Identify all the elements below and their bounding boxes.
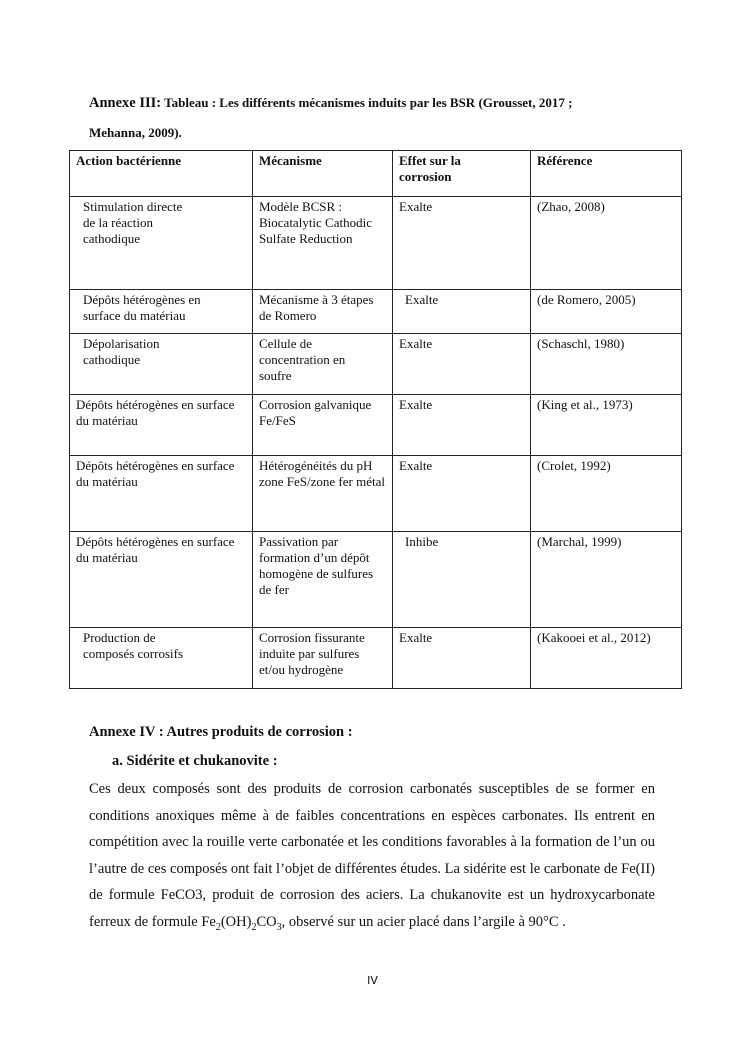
cell-reference: (Schaschl, 1980)	[531, 334, 682, 395]
cell-reference: (Zhao, 2008)	[531, 197, 682, 290]
cell-mechanism: Modèle BCSR : Biocatalytic Cathodic Sulfate Reduction	[253, 197, 393, 290]
table-row	[70, 628, 682, 689]
cell-reference: (Marchal, 1999)	[531, 532, 682, 628]
table-caption	[89, 88, 669, 147]
table-header-row	[70, 151, 682, 197]
cell-effect: Inhibe	[393, 532, 531, 628]
header-reference: Référence	[531, 151, 682, 197]
cell-action: Dépolarisation cathodique	[70, 334, 253, 395]
cell-action: Stimulation directe de la réaction cathodique	[70, 197, 253, 290]
cell-effect: Exalte	[393, 290, 531, 334]
cell-action: Dépôts hétérogènes en surface du matériau	[70, 290, 253, 334]
body-paragraph: Ces deux composés sont des produits de corrosion carbonatés susceptibles de se former en conditions anoxiques même à de faibles concentrations en espèces carbonates. Ils entrent en compétition avec la rouille verte carbonatée et les conditions favorables à la formation de l’un ou l’autre de ces composés ont fait l’objet de différentes études. La sidérite est le carbonate de Fe(II) de formule FeCO3, produit de corrosion des aciers. La chukanovite est un hydroxycarbonate ferreux de formule $Fe_2(OH)_2CO_3$, observé sur un acier placé dans l’argile à 90°C .	[89, 781, 655, 933]
table-row	[70, 456, 682, 532]
cell-effect: Exalte	[393, 628, 531, 689]
cell-action: Dépôts hétérogènes en surface du matériau	[70, 456, 253, 532]
table-row	[70, 334, 682, 395]
cell-reference: (King et al., 1973)	[531, 395, 682, 456]
cell-mechanism: Corrosion galvanique Fe/FeS	[253, 395, 393, 456]
cell-action: Dépôts hétérogènes en surface du matériau	[70, 395, 253, 456]
cell-reference: (de Romero, 2005)	[531, 290, 682, 334]
table-row	[70, 395, 682, 456]
header-mechanism: Mécanisme	[253, 151, 393, 197]
cell-action: Production de composés corrosifs	[70, 628, 253, 689]
cell-mechanism: Mécanisme à 3 étapes de Romero	[253, 290, 393, 334]
table-row	[70, 290, 682, 334]
page-number: IV	[367, 974, 378, 987]
caption-title-line2: Mehanna, 2009).	[89, 125, 182, 140]
cell-reference: (Kakooei et al., 2012)	[531, 628, 682, 689]
caption-annexe-label: Annexe III:	[89, 95, 162, 111]
cell-reference: (Crolet, 1992)	[531, 456, 682, 532]
caption-title-line1: Tableau : Les différents mécanismes induits par les BSR (Grousset, 2017 ;	[164, 95, 573, 110]
siderite-subheading: a. Sidérite et chukanovite :	[112, 753, 278, 769]
cell-effect: Exalte	[393, 456, 531, 532]
cell-effect: Exalte	[393, 334, 531, 395]
header-effect: Effet sur la corrosion	[393, 151, 531, 197]
mechanisms-table	[69, 150, 682, 689]
cell-effect: Exalte	[393, 197, 531, 290]
cell-mechanism: Passivation par formation d’un dépôt homogène de sulfures de fer	[253, 532, 393, 628]
cell-effect: Exalte	[393, 395, 531, 456]
table-row	[70, 532, 682, 628]
cell-mechanism: Cellule de concentration en soufre	[253, 334, 393, 395]
cell-mechanism: Corrosion fissurante induite par sulfures et/ou hydrogène	[253, 628, 393, 689]
table-row	[70, 197, 682, 290]
annexe-iv-heading: Annexe IV : Autres produits de corrosion :	[89, 724, 353, 740]
cell-action: Dépôts hétérogènes en surface du matériau	[70, 532, 253, 628]
header-action: Action bactérienne	[70, 151, 253, 197]
cell-mechanism: Hétérogénéités du pH zone FeS/zone fer métal	[253, 456, 393, 532]
